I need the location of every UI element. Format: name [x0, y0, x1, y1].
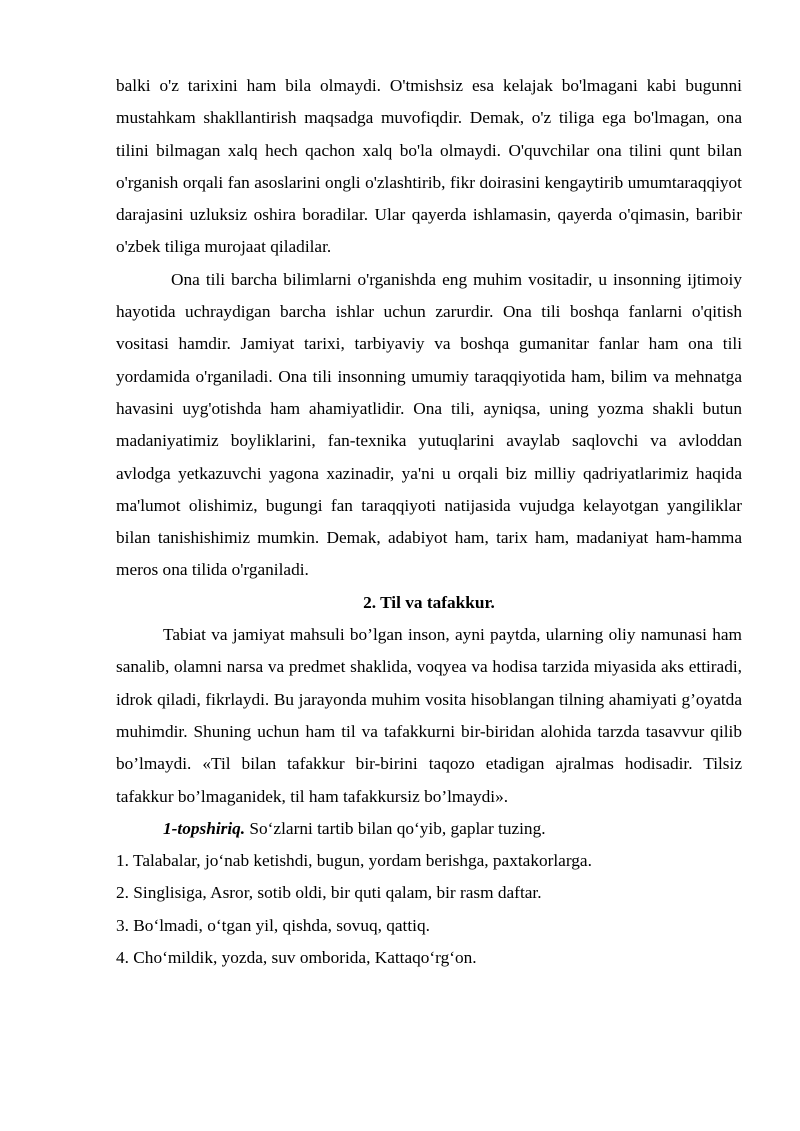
list-item: 2. Singlisiga, Asror, sotib oldi, bir quti qalam, bir rasm daftar. — [116, 883, 542, 903]
document-body — [116, 70, 742, 974]
task-instruction: So‘zlarni tartib bilan qo‘yib, gaplar tuzing. — [245, 818, 546, 838]
paragraph-2: Ona tili barcha bilimlarni o'rganishda eng muhim vositadir, u insonning ijtimoiy hayotida uchraydigan barcha ishlar uchun zarurdir. Ona tili boshqa fanlarni o'qitish vositasi hamdir. Jamiyat tarixi, tarbiyaviy va boshqa gumanitar fanlar ham ona tili yordamida o'rganiladi. Ona tili insonning umumiy taraqqiyotida ham, bilim va mehnatga havasini uyg'otishda ham ahamiyatlidir. Ona tili, ayniqsa, uning yozma shakli butun madaniyatimiz boyliklarini, fan-texnika yutuqlarini avaylab saqlovchi va avloddan avlodga yetkazuvchi yagona xazinadir, ya'ni u orqali biz milliy qadriyatlarimiz haqida ma'lumot olishimiz, bugungi fan taraqqiyoti natijasida vujudga kelayotgan yangiliklar bilan tanishishimiz mumkin. Demak, adabiyot ham, tarix ham, madaniyat ham-hamma meros ona tilida o'rganiladi. — [116, 269, 742, 580]
paragraph-1: balki o'z tarixini ham bila olmaydi. O'tmishsiz esa kelajak bo'lmagani kabi bugunni mustahkam shakllantirish maqsadga muvofiqdir. Demak, o'z tiliga ega bo'lmagan, ona tilini bilmagan xalq hech qachon xalq bo'la olmaydi. O'quvchilar ona tilini qunt bilan o'rganish orqali fan asoslarini ongli o'zlashtirib, fikr doirasini kengaytirib umumtaraqqiyot darajasini uzluksiz oshira boradilar. Ular qayerda ishlamasin, qayerda o'qimasin, baribir o'zbek tiliga murojaat qiladilar. — [116, 76, 742, 257]
list-item: 4. Cho‘mildik, yozda, suv omborida, Kattaqo‘rg‘on. — [116, 948, 477, 968]
list-item: 1. Talabalar, jo‘nab ketishdi, bugun, yordam berishga, paxtakorlarga. — [116, 851, 592, 871]
list-item: 3. Bo‘lmadi, o‘tgan yil, qishda, sovuq, qattiq. — [116, 915, 430, 935]
task-label: 1-topshiriq. — [163, 818, 246, 838]
section-heading: 2. Til va tafakkur. — [363, 592, 495, 612]
paragraph-3: Tabiat va jamiyat mahsuli bo’lgan inson, ayni paytda, ularning oliy namunasi ham sanalib, olamni narsa va predmet shaklida, voqyea va hodisa tarzida miyasida aks ettiradi, idrok qiladi, fikrlaydi. Bu jarayonda muhim vosita hisoblangan tilning ahamiyati g’oyatda muhimdir. Shuning uchun ham til va tafakkurni bir-biridan alohida tarzda tasavvur qilib bo’lmaydi. «Til bilan tafakkur bir-birini taqozo etadigan ajralmas hodisadir. Tilsiz tafakkur bo’lmaganidek, til ham tafakkursiz bo’lmaydi». — [116, 625, 742, 806]
task-line — [116, 813, 742, 845]
